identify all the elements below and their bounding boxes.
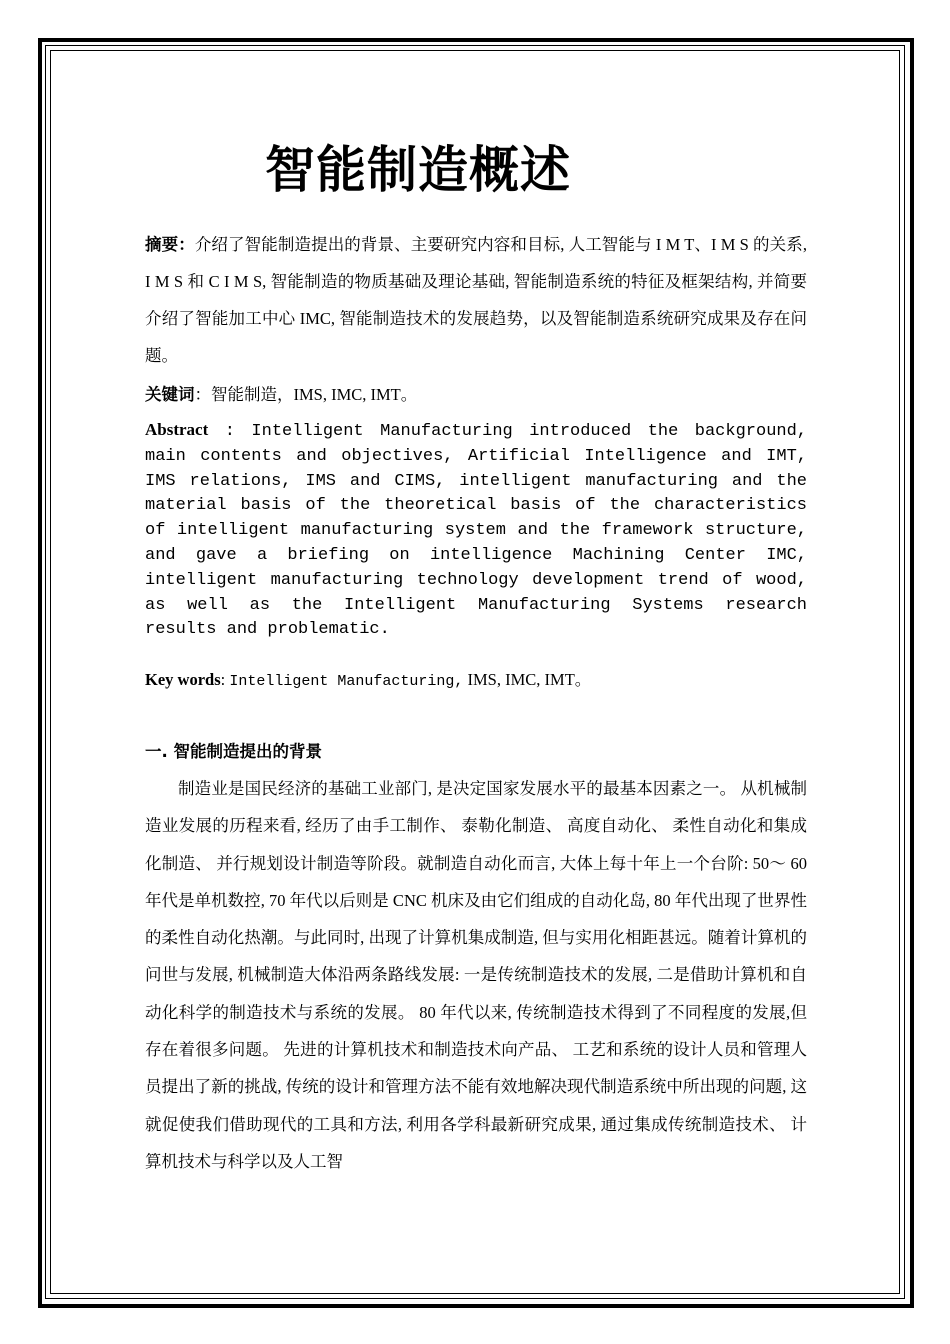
section-body: [145, 770, 807, 1180]
abstract-en-text: : Intelligent Manufacturing introduced the background, main contents and objectives, Artificial Intelligence and IMT, IMS relations, IMS and CIMS, intelligent manufacturing and the material basis of the theoretical basis of the characteristics of intelligent manufacturing system and the framework structure, and gave a briefing on intelligence Machining Center IMC, intelligent manufacturing technology development trend of wood, as well as the Intelligent Manufacturing Systems research results and problematic.: [145, 422, 807, 640]
keywords-cn-label: 关键词: [145, 385, 195, 404]
keywords-en-rest: IMS, IMC, IMT。: [463, 670, 592, 689]
keywords-cn: [145, 376, 807, 413]
keywords-cn-text: ：智能制造，IMS, IMC, IMT。: [194, 385, 418, 404]
keywords-en-separator: :: [220, 670, 230, 689]
abstract-cn: [145, 226, 807, 374]
keywords-en: [145, 666, 591, 690]
section-paragraph: 制造业是国民经济的基础工业部门, 是决定国家发展水平的最基本因素之一。 从机械制造业发展的历程来看, 经历了由手工制作、 泰勒化制造、 高度自动化、 柔性自动化和集成化制造、 并行规划设计制造等阶段。就制造自动化而言, 大体上每十年上一个台阶: 50～ 60 年代是单机数控, 70 年代以后则是 CNC 机床及由它们组成的自动化岛, 80 年代出现了世界性的柔性自动化热潮。与此同时, 出现了计算机集成制造, 但与实用化相距甚远。随着计算机的问世与发展, 机械制造大体沿两条路线发展: 一是传统制造技术的发展, 二是借助计算机和自动化科学的制造技术与系统的发展。 80 年代以来, 传统制造技术得到了不同程度的发展,但存在着很多问题。 先进的计算机技术和制造技术向产品、 工艺和系统的设计人员和管理人员提出了新的挑战, 传统的设计和管理方法不能有效地解决现代制造系统中所出现的问题, 这就促使我们借助现代的工具和方法, 利用各学科最新研究成果, 通过集成传统制造技术、 计算机技术与科学以及人工智: [145, 779, 808, 1171]
section-heading: 一. 智能制造提出的背景: [145, 742, 323, 761]
keywords-en-label: Key words: [145, 670, 221, 689]
abstract-cn-label: 摘要：: [145, 235, 195, 254]
document-title: 智能制造概述: [265, 141, 571, 199]
abstract-en-label: Abstract: [145, 420, 209, 439]
keywords-en-mono: Intelligent Manufacturing,: [229, 673, 464, 690]
abstract-cn-text: 介绍了智能制造提出的背景、主要研究内容和目标, 人工智能与 I M T、I M S 的关系, I M S 和 C I M S, 智能制造的物质基础及理论基础, 智能制造系统的特征及框架结构, 并简要介绍了智能加工中心 IMC, 智能制造技术的发展趋势，以及智能制造系统研究成果及存在问题。: [145, 235, 807, 365]
abstract-en: [145, 418, 807, 643]
